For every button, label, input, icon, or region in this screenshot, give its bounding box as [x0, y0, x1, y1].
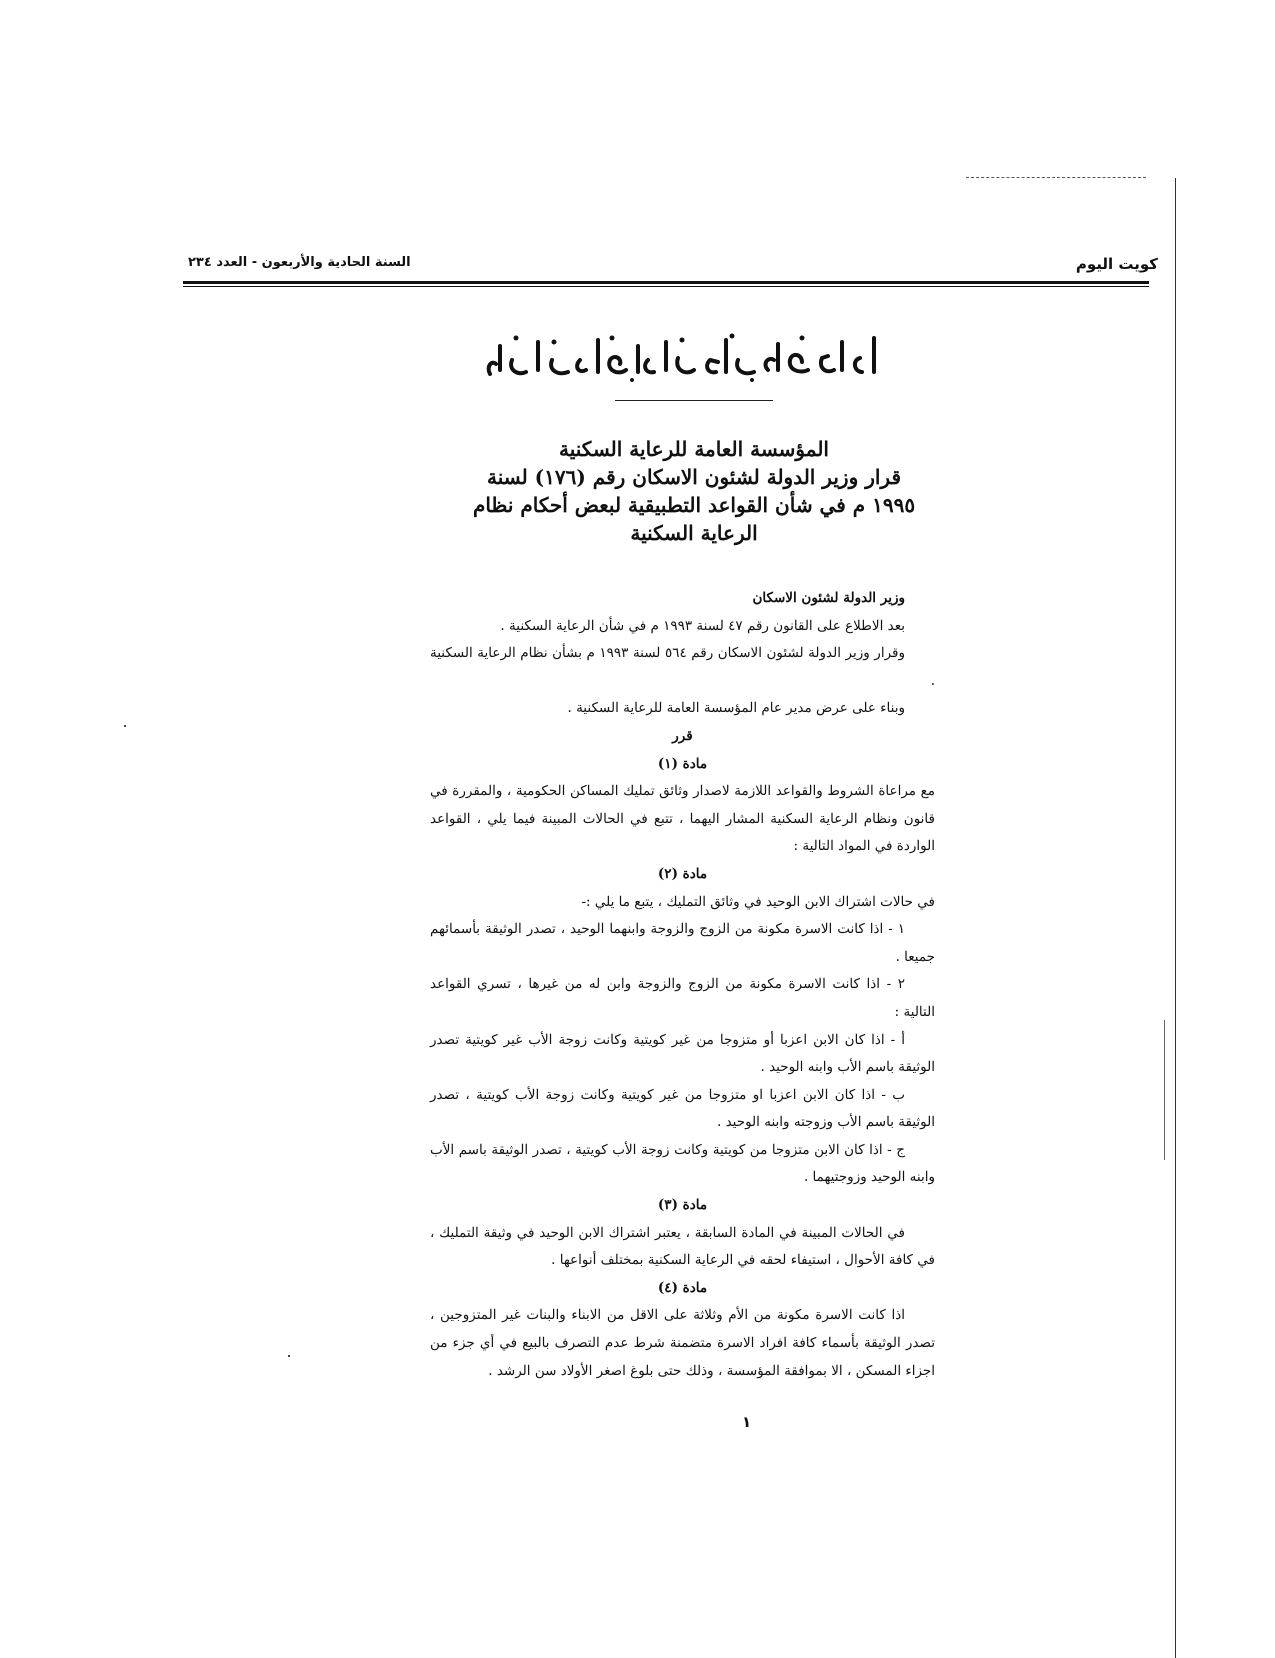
preamble-2: وقرار وزير الدولة لشئون الاسكان رقم ٥٦٤ لسنة ١٩٩٣ م بشأن نظام الرعاية السكنية .	[430, 645, 935, 689]
scan-margin-mark	[1164, 1020, 1165, 1160]
publication-title: كويت اليوم	[1075, 255, 1158, 273]
article-3-text: في الحالات المبينة في المادة السابقة ، يعتبر اشتراك الابن الوحيد في وثيقة التمليك ، في كافة الأحوال ، استيفاء لحقه في الرعاية السكنية بمختلف أنواعها .	[430, 1224, 935, 1269]
article-1-text: مع مراعاة الشروط والقواعد اللازمة لاصدار وثائق تمليك المساكن الحكومية ، والمقررة في قانون ونظام الرعاية السكنية المشار اليهما ، تتبع في الحالات المبينة فيما يلي ، القواعد الواردة في المواد التالية :	[430, 783, 935, 855]
article-1-heading: مادة (١)	[657, 755, 708, 772]
article-3-heading: مادة (٣)	[657, 1197, 708, 1214]
article-2-item-2: ٢ - اذا كانت الاسرة مكونة من الزوج والزوجة وابن له من غيرها ، تسري القواعد التالية :	[430, 976, 935, 1020]
article-2-intro: في حالات اشتراك الابن الوحيد في وثائق التمليك ، يتبع ما يلي :-	[581, 893, 935, 910]
article-2-item-c: ج - اذا كان الابن متزوجا من كويتية وكانت زوجة الأب كويتية ، تصدر الوثيقة باسم الأب وابنه الوحيد وزوجتيهما .	[430, 1141, 935, 1186]
page-number: ١	[742, 1413, 752, 1431]
title-divider	[615, 400, 773, 401]
title-line-3: ١٩٩٥ م في شأن القواعد التطبيقية لبعض أحكام نظام	[472, 493, 916, 517]
article-4-text: اذا كانت الاسرة مكونة من الأم وثلاثة على الاقل من الابناء والبنات غير المتزوجين ، تصدر الوثيقة بأسماء كافة افراد الاسرة متضمنة شرط عدم التصرف بالبيع في أي جزء من اجزاء المسكن ، الا بموافقة المؤسسة ، وذلك حتى بلوغ اصغر الأولاد سن الرشد .	[430, 1307, 935, 1379]
scan-speck	[288, 1355, 290, 1357]
article-4-heading: مادة (٤)	[657, 1279, 708, 1296]
right-margin-rule	[1175, 178, 1176, 1658]
article-2-item-a: أ - اذا كان الابن اعزبا أو متزوجا من غير كويتية وكانت زوجة الأب غير كويتية تصدر الوثيقة باسم الأب وابنه الوحيد .	[430, 1031, 935, 1076]
calligraphy-emblem	[482, 330, 882, 382]
scan-speck	[124, 725, 126, 727]
title-line-2: قرار وزير الدولة لشئون الاسكان رقم (١٧٦) لسنة	[486, 465, 902, 489]
title-line-1: المؤسسة العامة للرعاية السكنية	[559, 437, 829, 461]
decided-heading: قرر	[672, 727, 693, 744]
header-rule-thick	[183, 281, 1149, 284]
document-title	[420, 435, 968, 547]
preamble-3: وبناء على عرض مدير عام المؤسسة العامة للرعاية السكنية .	[567, 700, 905, 717]
top-short-rule	[966, 177, 1146, 178]
title-line-4: الرعاية السكنية	[630, 521, 758, 545]
preamble-1: بعد الاطلاع على القانون رقم ٤٧ لسنة ١٩٩٣ م في شأن الرعاية السكنية .	[500, 617, 905, 634]
article-2-item-b: ب - اذا كان الابن اعزبا او متزوجا من غير كويتية وكانت زوجة الأب كويتية ، تصدر الوثيقة باسم الأب وزوجته وابنه الوحيد .	[430, 1086, 935, 1131]
issue-info: السنة الحادية والأربعون - العدد ٢٣٤	[188, 255, 411, 270]
article-2-item-1: ١ - اذا كانت الاسرة مكونة من الزوج والزوجة وابنهما الوحيد ، تصدر الوثيقة بأسمائهم جميعا .	[430, 921, 935, 965]
header-rule-thin	[183, 286, 1149, 287]
minister-line: وزير الدولة لشئون الاسكان	[752, 590, 905, 606]
decree-body	[430, 585, 935, 1385]
article-2-heading: مادة (٢)	[657, 865, 708, 882]
